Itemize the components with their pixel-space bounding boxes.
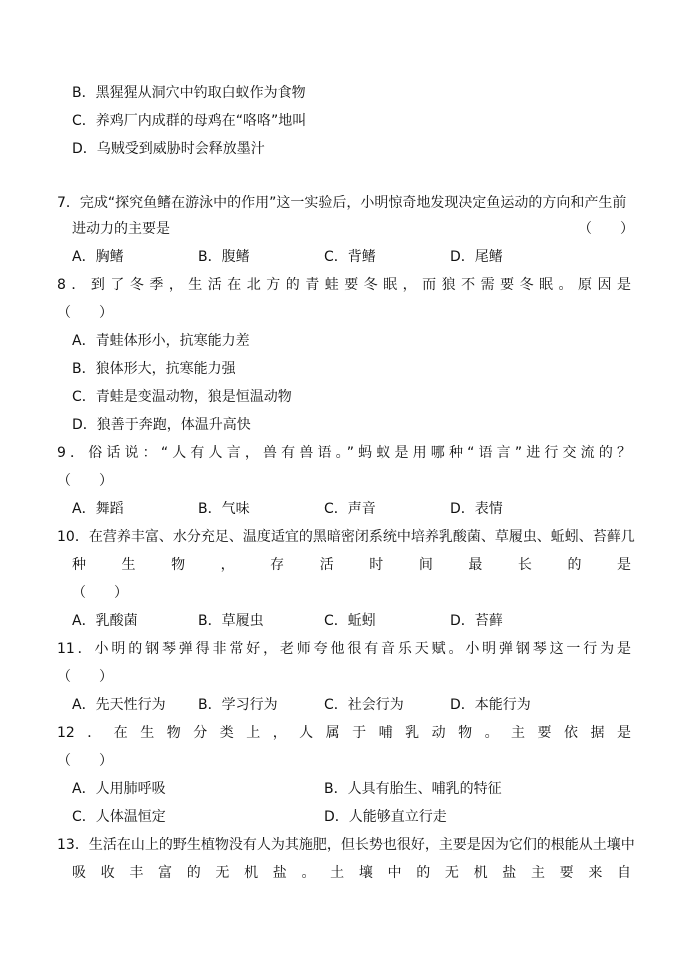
q8-option-d: D．狼善于奔跑，体温升高快 bbox=[72, 417, 251, 433]
q10-option-b: B．草履虫 bbox=[198, 613, 264, 629]
q6-option-b: B．黑猩猩从洞穴中钓取白蚁作为食物 bbox=[72, 85, 306, 101]
q10-option-d: D．苔藓 bbox=[450, 613, 503, 629]
q8-stem-line1: 8．到了冬季，生活在北方的青蛙要冬眠，而狼不需要冬眠。原因是 bbox=[57, 277, 631, 293]
q9-option-a: A．舞蹈 bbox=[72, 501, 124, 517]
q7-option-b: B．腹鳍 bbox=[198, 249, 250, 265]
q10-stem-line2: 种生物，存活时间最长的是 bbox=[72, 557, 631, 573]
q10-option-a: A．乳酸菌 bbox=[72, 613, 138, 629]
q8-option-b: B．狼体形大，抗寒能力强 bbox=[72, 361, 236, 377]
q9-option-c: C．声音 bbox=[324, 501, 376, 517]
q7-option-c: C．背鳍 bbox=[324, 249, 376, 265]
q7-stem-line2: 进动力的主要是 bbox=[72, 221, 170, 237]
q12-option-b: B．人具有胎生、哺乳的特征 bbox=[324, 781, 502, 797]
q13-stem-line1: 13．生活在山上的野生植物没有人为其施肥，但长势也很好，主要是因为它们的根能从土壤中 bbox=[57, 837, 635, 853]
q12-option-c: C．人体温恒定 bbox=[72, 809, 166, 825]
q12-option-d: D．人能够直立行走 bbox=[324, 809, 447, 825]
q11-option-c: C．社会行为 bbox=[324, 697, 404, 713]
q7-stem-line1: 7．完成“探究鱼鳍在游泳中的作用”这一实验后，小明惊奇地发现决定鱼运动的方向和产生前 bbox=[57, 195, 627, 211]
q7-option-a: A．胸鳍 bbox=[72, 249, 124, 265]
q6-option-d: D．乌贼受到威胁时会释放墨汁 bbox=[72, 141, 265, 157]
q12-stem-line1: 12．在生物分类上，人属于哺乳动物。主要依据是 bbox=[57, 725, 631, 741]
q11-option-d: D．本能行为 bbox=[450, 697, 531, 713]
q10-answer-paren: （ ） bbox=[72, 585, 128, 601]
q12-option-a: A．人用肺呼吸 bbox=[72, 781, 166, 797]
q11-answer-paren: （ ） bbox=[57, 669, 113, 685]
q8-answer-paren: （ ） bbox=[57, 305, 113, 321]
q13-stem-line2: 吸收丰富的无机盐。土壤中的无机盐主要来自 bbox=[72, 865, 631, 881]
q6-option-c: C．养鸡厂内成群的母鸡在“咯咯”地叫 bbox=[72, 113, 307, 129]
q9-option-b: B．气味 bbox=[198, 501, 250, 517]
q8-option-c: C．青蛙是变温动物，狼是恒温动物 bbox=[72, 389, 292, 405]
q8-option-a: A．青蛙体形小，抗寒能力差 bbox=[72, 333, 250, 349]
q7-answer-paren: （ ） bbox=[578, 221, 634, 237]
q11-option-a: A．先天性行为 bbox=[72, 697, 166, 713]
q11-stem-line1: 11．小明的钢琴弹得非常好，老师夸他很有音乐天赋。小明弹钢琴这一行为是 bbox=[57, 641, 631, 657]
q9-option-d: D．表情 bbox=[450, 501, 503, 517]
q9-stem-line1: 9．俗话说：“人有人言，兽有兽语。”蚂蚁是用哪种“语言”进行交流的？ bbox=[57, 445, 631, 461]
q7-option-d: D．尾鳍 bbox=[450, 249, 503, 265]
q11-option-b: B．学习行为 bbox=[198, 697, 278, 713]
q9-answer-paren: （ ） bbox=[57, 473, 113, 489]
q10-stem-line1: 10．在营养丰富、水分充足、温度适宜的黑暗密闭系统中培养乳酸菌、草履虫、蚯蚓、苔藓几 bbox=[57, 529, 635, 545]
q12-answer-paren: （ ） bbox=[57, 753, 113, 769]
q10-option-c: C．蚯蚓 bbox=[324, 613, 376, 629]
